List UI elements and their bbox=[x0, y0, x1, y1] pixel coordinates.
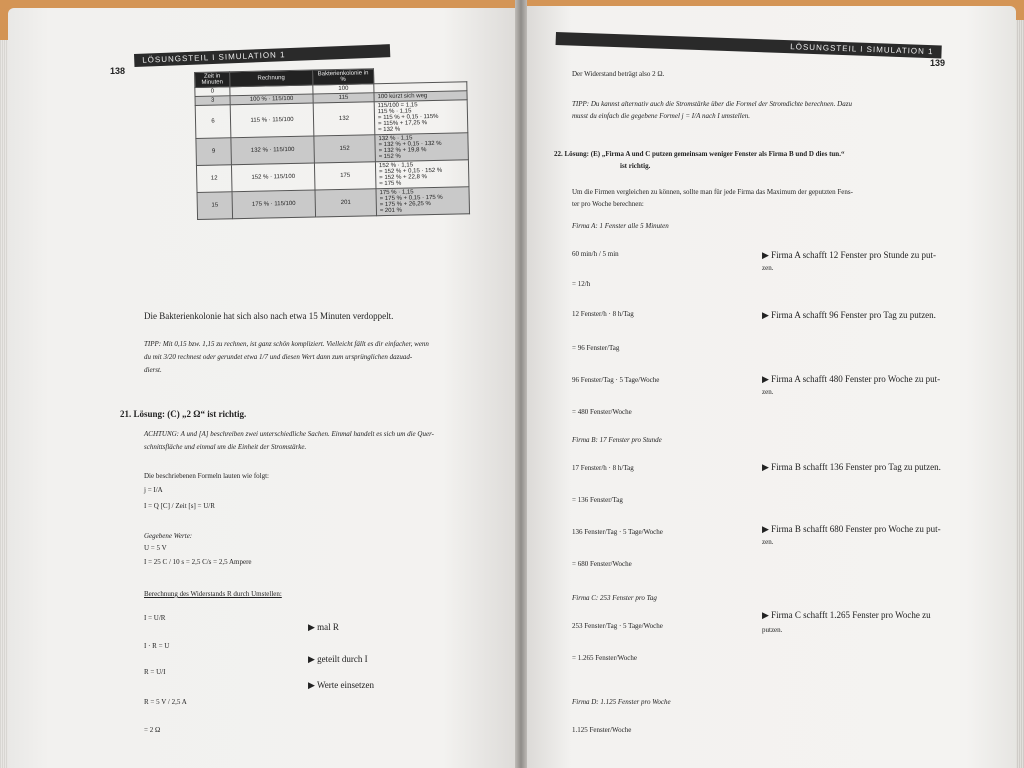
table-cell-pct: 132 bbox=[313, 102, 375, 136]
firma-b-note-2b: zen. bbox=[762, 538, 774, 546]
firma-a-step-1: 60 min/h / 5 min bbox=[572, 250, 619, 258]
tip-r-line-1: TIPP: Du kannst alternativ auch die Stromstärke über die Formel der Stromdichte berechnen. Dazu bbox=[572, 100, 852, 108]
running-header-left: LÖSUNGSTEIL I SIMULATION 1 bbox=[134, 44, 390, 67]
conclusion-text: Die Bakterienkolonie hat sich also nach etwa 15 Minuten verdoppelt. bbox=[144, 311, 394, 321]
firma-a-note-2: ▶ Firma A schafft 96 Fenster pro Tag zu putzen. bbox=[762, 310, 936, 320]
triangle-icon: ▶ bbox=[762, 462, 769, 472]
table-row bbox=[197, 187, 470, 220]
firma-c-step-1: 253 Fenster/Tag · 5 Tage/Woche bbox=[572, 622, 663, 630]
table-cell-pct: 152 bbox=[314, 135, 376, 163]
firma-b-step-2: = 136 Fenster/Tag bbox=[572, 496, 623, 504]
given-current: I = 25 C / 10 s = 2,5 C/s = 2,5 Ampere bbox=[144, 558, 252, 566]
given-voltage: U = 5 V bbox=[144, 544, 167, 552]
formula-current-density: j = I/A bbox=[144, 486, 163, 494]
step-4: R = 5 V / 2,5 A bbox=[144, 698, 187, 706]
page-number-right: 139 bbox=[930, 58, 946, 68]
table-cell-time: 6 bbox=[195, 105, 231, 139]
left-page bbox=[8, 8, 520, 768]
table-header-time: Zeit in Minuten bbox=[195, 72, 230, 88]
tip-line-2: du mit 3/20 rechnest oder gerundet etwa 1/7 und diesen Wert dann zum ursprünglichen dazuad- bbox=[144, 353, 413, 361]
firma-d-step-1: 1.125 Fenster/Woche bbox=[572, 726, 632, 734]
firma-a-step-4: = 96 Fenster/Tag bbox=[572, 344, 620, 352]
book-spine bbox=[515, 0, 527, 768]
q22-title: 22. Lösung: (E) „Firma A und C putzen gemeinsam weniger Fenster als Firma B und D dies tun.“ bbox=[554, 150, 845, 158]
step-2: I · R = U bbox=[144, 642, 170, 650]
triangle-icon: ▶ bbox=[308, 654, 315, 664]
triangle-icon: ▶ bbox=[308, 622, 315, 632]
table-cell-pct: 201 bbox=[315, 189, 377, 217]
firma-b-note-2: ▶ Firma B schafft 680 Fenster pro Woche zu put- bbox=[762, 524, 941, 534]
firma-b-step-3: 136 Fenster/Tag · 5 Tage/Woche bbox=[572, 528, 663, 536]
resistance-result: Der Widerstand beträgt also 2 Ω. bbox=[572, 70, 665, 78]
q21-title: 21. Lösung: (C) „2 Ω“ ist richtig. bbox=[120, 409, 247, 419]
firma-c-step-2: = 1.265 Fenster/Woche bbox=[572, 654, 638, 662]
firma-c-note-1b: putzen. bbox=[762, 626, 783, 634]
table-cell-calc: 100 % · 115/100 bbox=[230, 94, 313, 105]
table-cell-pct: 100 bbox=[313, 84, 374, 94]
table-cell-note: 132 % · 1,15 = 132 % + 0,15 · 132 % = 132 % + 19,8 % ≈ 152 % bbox=[375, 133, 469, 162]
triangle-icon: ▶ bbox=[308, 680, 315, 690]
right-page bbox=[522, 6, 1016, 768]
triangle-icon: ▶ bbox=[762, 524, 769, 534]
firma-a-title: Firma A: 1 Fenster alle 5 Minuten bbox=[572, 222, 669, 230]
table-cell-note: 175 % · 1,15 = 175 % + 0,15 · 175 % = 175 % + 26,25 % ≈ 201 % bbox=[376, 187, 470, 216]
table-header-pct: Bakterienkolonie in % bbox=[312, 69, 373, 85]
firma-a-step-3: 12 Fenster/h · 8 h/Tag bbox=[572, 310, 634, 318]
bacteria-table bbox=[194, 66, 470, 220]
formeln-intro: Die beschriebenen Formeln lauten wie folgt: bbox=[144, 472, 269, 480]
tip-line-3: dierst. bbox=[144, 366, 162, 374]
table-cell-pct: 175 bbox=[314, 162, 376, 190]
firma-a-note-3: ▶ Firma A schafft 480 Fenster pro Woche zu put- bbox=[762, 374, 941, 384]
firma-b-title: Firma B: 17 Fenster pro Stunde bbox=[572, 436, 662, 444]
firma-d-title: Firma D: 1.125 Fenster pro Woche bbox=[572, 698, 671, 706]
firma-a-note-1: ▶ Firma A schafft 12 Fenster pro Stunde zu put- bbox=[762, 250, 936, 260]
table-cell-pct: 115 bbox=[313, 93, 374, 103]
table-cell-time: 15 bbox=[197, 192, 233, 220]
table-cell-calc: 175 % · 115/100 bbox=[232, 190, 316, 219]
table-cell-calc: 152 % · 115/100 bbox=[231, 163, 315, 192]
step-1: I = U/R bbox=[144, 614, 166, 622]
triangle-icon: ▶ bbox=[762, 374, 769, 384]
tip-line-1: TIPP: Mit 0,15 bzw. 1,15 zu rechnen, ist ganz schön kompliziert. Vielleicht fällt es dir einfacher, wenn bbox=[144, 340, 429, 348]
step-3: R = U/I bbox=[144, 668, 166, 676]
table-cell-time: 3 bbox=[195, 96, 230, 106]
intro-line-1: Um die Firmen vergleichen zu können, sollte man für jede Firma das Maximum der geputzten Fens- bbox=[572, 188, 853, 196]
annotation-1: ▶ mal R bbox=[308, 622, 339, 632]
table-cell-note: 115/100 = 1,15 115 % · 1,15 = 115 % + 0,15 · 115% = 115% + 17,25 % ≈ 132 % bbox=[374, 100, 468, 135]
achtung-line-2: schnittsfläche und einmal um die Einheit der Stromstärke. bbox=[144, 443, 307, 451]
firma-a-step-5: 96 Fenster/Tag · 5 Tage/Woche bbox=[572, 376, 660, 384]
firma-a-step-6: = 480 Fenster/Woche bbox=[572, 408, 632, 416]
formula-current: I = Q [C] / Zeit [s] = U/R bbox=[144, 502, 215, 510]
firma-c-title: Firma C: 253 Fenster pro Tag bbox=[572, 594, 657, 602]
table-cell-calc: 132 % · 115/100 bbox=[231, 136, 315, 165]
table-cell-calc: 115 % · 115/100 bbox=[230, 103, 314, 138]
table-cell-time: 0 bbox=[195, 87, 230, 97]
annotation-3: ▶ Werte einsetzen bbox=[308, 680, 375, 690]
table-cell-time: 9 bbox=[196, 138, 232, 166]
table-cell-note: 152 % · 1,15 = 152 % + 0,15 · 152 % = 152 % + 22,8 % ≈ 175 % bbox=[375, 160, 469, 189]
page-number-left: 138 bbox=[110, 66, 126, 76]
firma-b-step-1: 17 Fenster/h · 8 h/Tag bbox=[572, 464, 634, 472]
annotation-2: ▶ geteilt durch I bbox=[308, 654, 368, 664]
firma-a-step-2: = 12/h bbox=[572, 280, 591, 288]
achtung-line-1: ACHTUNG: A und [A] beschreiben zwei unterschiedliche Sachen. Einmal handelt es sich um die Quer- bbox=[144, 430, 434, 438]
firma-b-step-4: = 680 Fenster/Woche bbox=[572, 560, 632, 568]
given-title: Gegebene Werte: bbox=[144, 532, 193, 540]
triangle-icon: ▶ bbox=[762, 250, 769, 260]
table-cell-time: 12 bbox=[196, 165, 232, 193]
intro-line-2: ter pro Woche berechnen: bbox=[572, 200, 644, 208]
firma-a-note-3b: zen. bbox=[762, 388, 774, 396]
table-header-calc: Rechnung bbox=[230, 70, 313, 87]
firma-b-note-1: ▶ Firma B schafft 136 Fenster pro Tag zu putzen. bbox=[762, 462, 941, 472]
running-header-right: LÖSUNGSTEIL I SIMULATION 1 bbox=[556, 32, 942, 58]
calc-title: Berechnung des Widerstands R durch Umstellen: bbox=[144, 590, 282, 598]
step-5: = 2 Ω bbox=[144, 726, 161, 734]
table-cell-note: 100 kürzt sich weg bbox=[374, 91, 467, 102]
triangle-icon: ▶ bbox=[762, 610, 769, 620]
q22-title-cont: ist richtig. bbox=[620, 162, 651, 170]
firma-c-note-1: ▶ Firma C schafft 1.265 Fenster pro Woche zu bbox=[762, 610, 931, 620]
firma-a-note-1b: zen. bbox=[762, 264, 774, 272]
tip-r-line-2: musst du einfach die gegebene Formel j = I/A nach I umstellen. bbox=[572, 112, 750, 120]
triangle-icon: ▶ bbox=[762, 310, 769, 320]
